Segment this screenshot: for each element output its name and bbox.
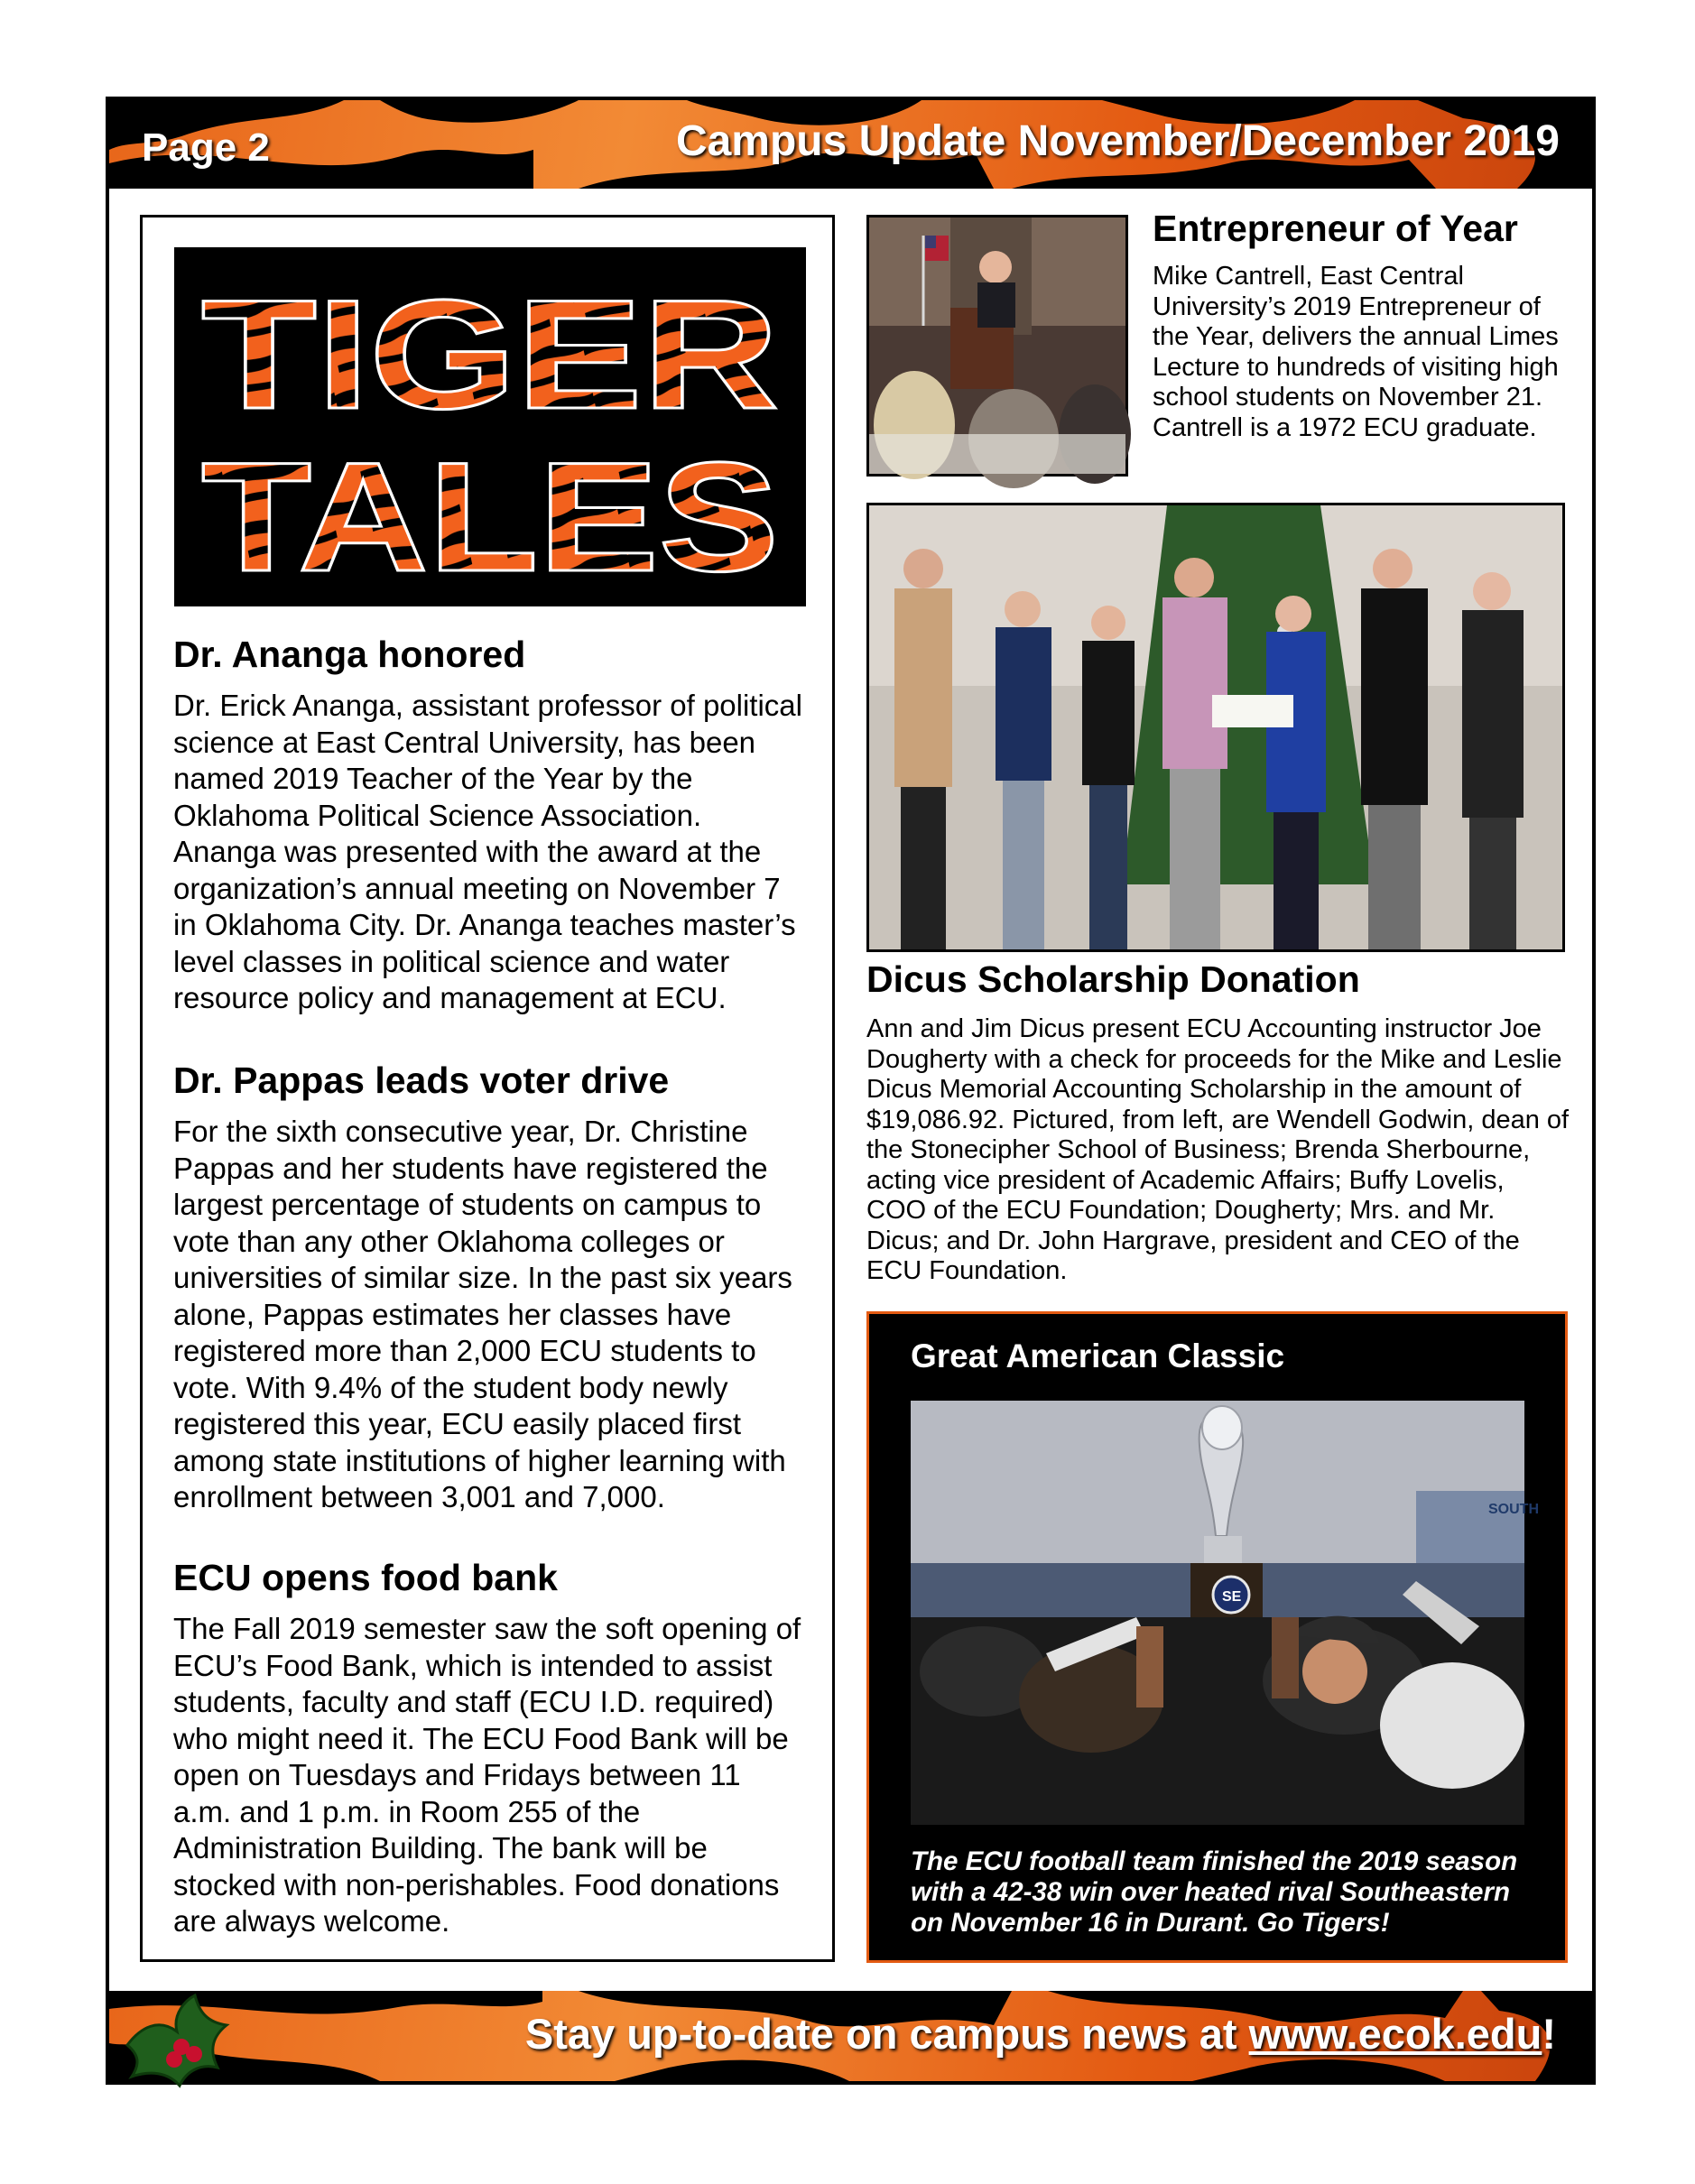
article-heading: Dr. Ananga honored <box>173 634 526 675</box>
entrepreneur-photo <box>866 215 1128 477</box>
holly-icon <box>109 1991 245 2090</box>
logo-line-2: TALES <box>201 430 779 604</box>
masthead-title: Campus Update November/December 2019 <box>675 117 1560 165</box>
dicus-heading: Dicus Scholarship Donation <box>866 958 1360 1000</box>
article-heading: Dr. Pappas leads voter drive <box>173 1060 670 1101</box>
article-body: Dr. Erick Ananga, assistant professor of political science at East Central University, has been named 2019 Teacher of the Year by the Oklahoma Political Science Association. Ananga was presented with the award at the organization’s annual meeting on November 7 in Oklahoma City. Dr. Ananga teaches master’s level classes in political science and water resource policy and management at ECU. <box>173 689 802 1015</box>
masthead-band <box>109 100 1592 189</box>
article-pappas <box>173 1060 805 1516</box>
classic-heading: Great American Classic <box>911 1337 1285 1374</box>
article-heading: ECU opens food bank <box>173 1557 558 1598</box>
tiger-tales-logo <box>174 247 806 606</box>
trophy-logo: SE <box>1222 1589 1242 1605</box>
logo-line-1: TIGER <box>201 268 779 441</box>
article-body: For the sixth consecutive year, Dr. Christine Pappas and her students have registered the largest percentage of students on campus to vote than any other Oklahoma colleges or universities of similar size. In the past six years alone, Pappas estimates her classes have registered more than 2,000 ECU students to vote. With 9.4% of the student body newly registered this year, ECU easily placed first among state institutions of higher learning with enrollment between 3,001 and 7,000. <box>173 1115 792 1514</box>
footer-website-link[interactable]: www.ecok.edu <box>1248 2010 1542 2058</box>
great-american-classic-box <box>866 1311 1568 1963</box>
entrepreneur-body: Mike Cantrell, East Central University’s 2019 Entrepreneur of the Year, delivers the annual Limes Lecture to hundreds of visiting high school students on November 21. Cantrell is a 1972 ECU graduate. <box>1153 262 1559 442</box>
article-food-bank <box>173 1558 805 1940</box>
page-number: Page 2 <box>142 125 270 170</box>
stadium-sign: SOUTH <box>1488 1502 1539 1517</box>
dicus-group-photo <box>866 503 1565 952</box>
dicus-body: Ann and Jim Dicus present ECU Accounting instructor Joe Dougherty with a check for proceeds for the Mike and Leslie Dicus Memorial Accounting Scholarship in the amount of $19,086.92. Pictured, from left, are Wendell Godwin, dean of the Stonecipher School of Business; Brenda Sherbourne, acting vice president of Academic Affairs; Buffy Lovelis, COO of the ECU Foundation; Dougherty; Mrs. and Mr. Dicus; and Dr. John Hargrave, president and CEO of the ECU Foundation. <box>866 1014 1570 1285</box>
tiger-tales-column <box>140 215 835 1962</box>
entrepreneur-heading: Entrepreneur of Year <box>1153 208 1518 249</box>
footer-text-after: ! <box>1542 2010 1556 2058</box>
article-body: The Fall 2019 semester saw the soft opening of ECU’s Food Bank, which is intended to assist students, faculty and staff (ECU I.D. required) who might need it. The ECU Food Bank will be open on Tuesdays and Fridays between 11 a.m. and 1 p.m. in Room 255 of the Administration Building. The bank will be stocked with non-perishables. Food donations are always welcome. <box>173 1612 801 1939</box>
classic-caption: The ECU football team finished the 2019 season with a 42-38 win over heated rival Southeastern on November 16 in Durant. Go Tigers! <box>911 1846 1518 1938</box>
footer-text-before: Stay up-to-date on campus news at <box>524 2010 1249 2058</box>
article-ananga <box>173 634 805 1017</box>
footer-message <box>525 2009 1556 2059</box>
footer-band <box>109 1991 1592 2081</box>
classic-trophy-photo <box>911 1401 1539 1825</box>
